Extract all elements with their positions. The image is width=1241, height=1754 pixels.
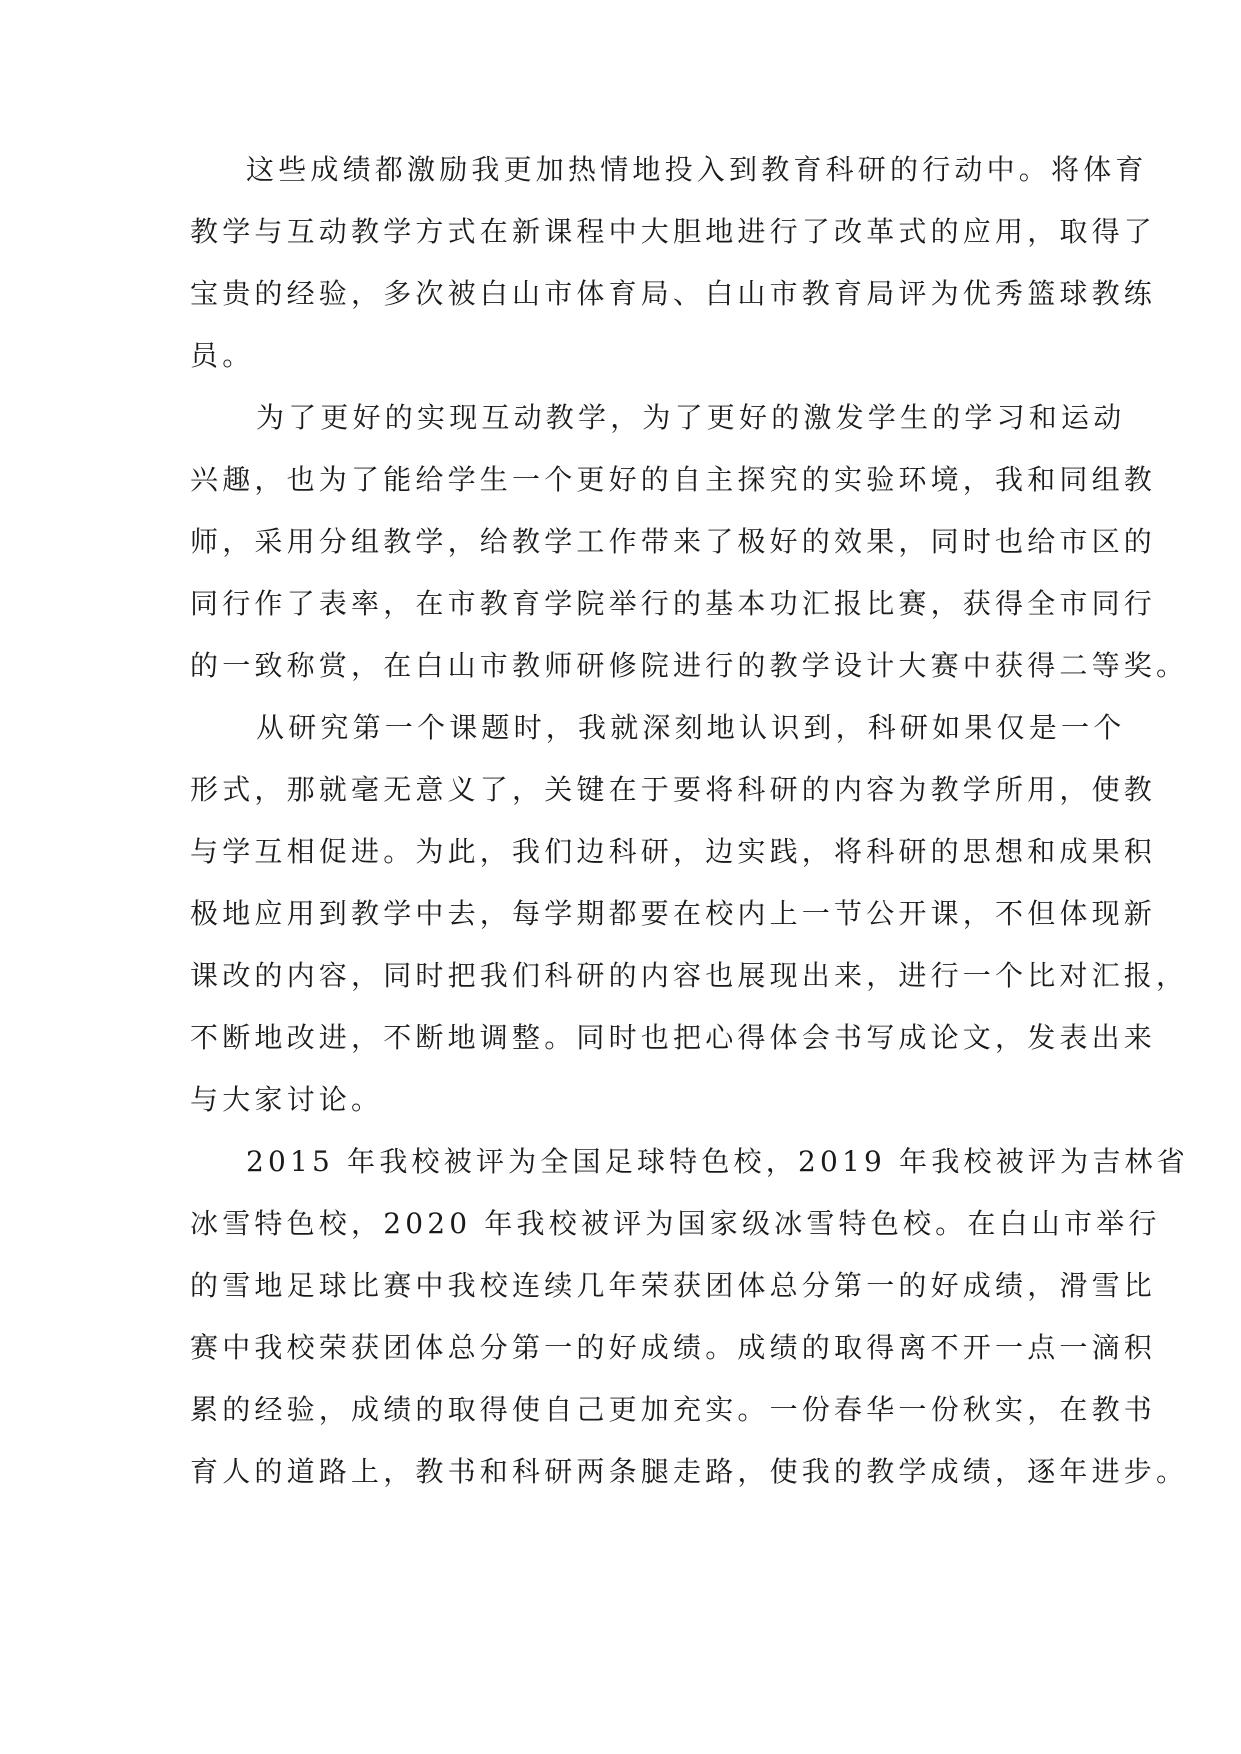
paragraph-4-line-2: 冰雪特色校，2020 年我校被评为国家级冰雪特色校。在白山市举行: [190, 1207, 1161, 1240]
paragraph-4-line-6: 育人的道路上，教书和科研两条腿走路，使我的教学成绩，逐年进步。: [190, 1455, 1189, 1488]
paragraph-4-line-3: 的雪地足球比赛中我校连续几年荣获团体总分第一的好成绩，滑雪比: [190, 1269, 1157, 1302]
paragraph-2-line-1: 为了更好的实现互动教学，为了更好的激发学生的学习和运动: [256, 401, 1126, 434]
paragraph-3-line-2: 形式，那就毫无意义了，关键在于要将科研的内容为教学所用，使教: [190, 773, 1157, 806]
paragraph-3-line-5: 课改的内容，同时把我们科研的内容也展现出来，进行一个比对汇报，: [190, 959, 1189, 992]
paragraph-4-line-1: 2015 年我校被评为全国足球特色校，2019 年我校被评为吉林省: [246, 1145, 1189, 1178]
paragraph-3-line-1: 从研究第一个课题时，我就深刻地认识到，科研如果仅是一个: [256, 711, 1126, 744]
paragraph-3-line-3: 与学互相促进。为此，我们边科研，边实践，将科研的思想和成果积: [190, 835, 1157, 868]
paragraph-1-line-1: 这些成绩都激励我更加热情地投入到教育科研的行动中。将体育: [246, 153, 1148, 186]
paragraph-4-line-5: 累的经验，成绩的取得使自己更加充实。一份春华一份秋实，在教书: [190, 1393, 1157, 1426]
paragraph-2-line-3: 师，采用分组教学，给教学工作带来了极好的效果，同时也给市区的: [190, 525, 1157, 558]
paragraph-3-line-4: 极地应用到教学中去，每学期都要在校内上一节公开课，不但体现新: [190, 897, 1157, 930]
paragraph-3-line-6: 不断地改进，不断地调整。同时也把心得体会书写成论文，发表出来: [190, 1021, 1157, 1054]
paragraph-1-line-3: 宝贵的经验，多次被白山市体育局、白山市教育局评为优秀篮球教练: [190, 277, 1157, 310]
paragraph-2-line-5: 的一致称赏，在白山市教师研修院进行的教学设计大赛中获得二等奖。: [190, 649, 1189, 682]
paragraph-2-line-4: 同行作了表率，在市教育学院举行的基本功汇报比赛，获得全市同行: [190, 587, 1157, 620]
paragraph-2-line-2: 兴趣，也为了能给学生一个更好的自主探究的实验环境，我和同组教: [190, 463, 1157, 496]
paragraph-3-line-7: 与大家讨论。: [190, 1083, 384, 1116]
paragraph-1-line-4: 员。: [190, 339, 255, 372]
paragraph-4-line-4: 赛中我校荣获团体总分第一的好成绩。成绩的取得离不开一点一滴积: [190, 1331, 1157, 1364]
paragraph-1-line-2: 教学与互动教学方式在新课程中大胆地进行了改革式的应用，取得了: [190, 215, 1157, 248]
